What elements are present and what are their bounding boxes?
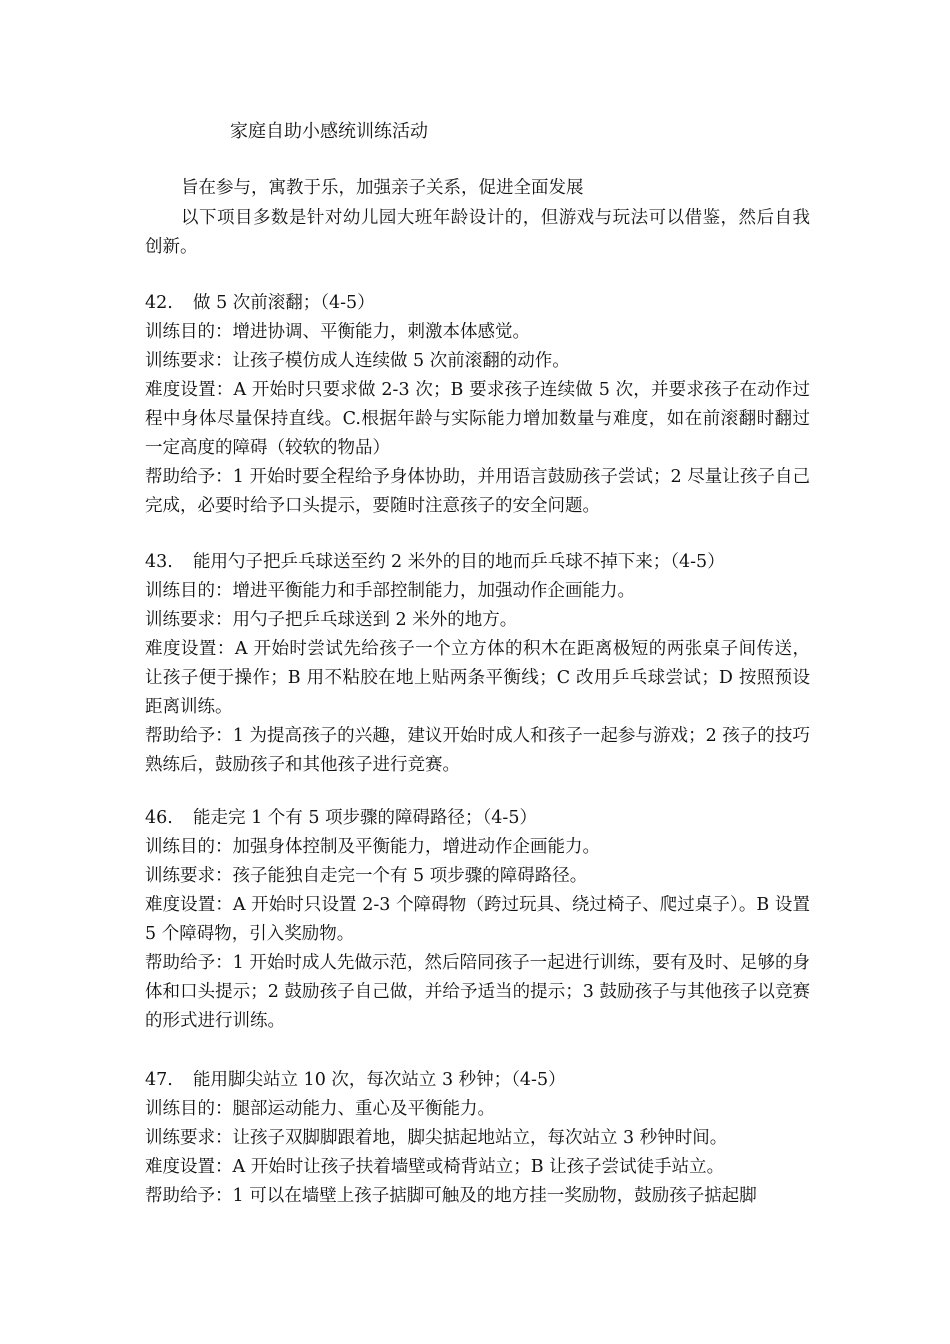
help-given: 帮助给予：1 开始时要全程给予身体协助，并用语言鼓励孩子尝试；2 尽量让孩子自己完成，必要时给予口头提示，要随时注意孩子的安全问题。 [145, 467, 810, 516]
difficulty-setting: 难度设置：A 开始时只要求做 2-3 次；B 要求孩子连续做 5 次，并要求孩子在动作过程中身体尽量保持直线。C.根据年龄与实际能力增加数量与难度，如在前滚翻时翻过一定高度的障碍（较软的物品） [145, 380, 810, 458]
section-heading [145, 548, 810, 577]
help-given: 帮助给予：1 可以在墙壁上孩子掂脚可触及的地方挂一奖励物，鼓励孩子掂起脚 [145, 1186, 757, 1206]
section-number: 47. [145, 1070, 173, 1090]
difficulty-setting: 难度设置：A 开始时只设置 2-3 个障碍物（跨过玩具、绕过椅子、爬过桌子）。B 设置 5 个障碍物，引入奖励物。 [145, 895, 810, 944]
section-47 [145, 1066, 810, 1211]
help-given: 帮助给予：1 开始时成人先做示范，然后陪同孩子一起进行训练，要有及时、足够的身体和口头提示；2 鼓励孩子自己做，并给予适当的提示；3 鼓励孩子与其他孩子以竞赛的形式进行训练。 [145, 953, 810, 1031]
section-43 [145, 548, 810, 780]
section-title: 能走完 1 个有 5 项步骤的障碍路径；（4-5） [193, 808, 537, 828]
difficulty-setting: 难度设置：A 开始时让孩子扶着墙壁或椅背站立；B 让孩子尝试徒手站立。 [145, 1157, 725, 1177]
training-purpose: 训练目的：加强身体控制及平衡能力，增进动作企画能力。 [145, 837, 600, 857]
difficulty-setting: 难度设置：A 开始时尝试先给孩子一个立方体的积木在距离极短的两张桌子间传送，让孩子便于操作；B 用不粘胶在地上贴两条平衡线；C 改用乒乓球尝试；D 按照预设距离训练。 [145, 639, 810, 717]
help-given: 帮助给予：1 为提高孩子的兴趣，建议开始时成人和孩子一起参与游戏；2 孩子的技巧熟练后，鼓励孩子和其他孩子进行竞赛。 [145, 726, 810, 775]
training-purpose: 训练目的：增进协调、平衡能力，刺激本体感觉。 [145, 322, 530, 342]
section-heading [145, 1066, 810, 1095]
section-title: 做 5 次前滚翻；（4-5） [193, 293, 375, 313]
intro-block [145, 174, 810, 263]
section-title: 能用勺子把乒乓球送至约 2 米外的目的地而乒乓球不掉下来；（4-5） [193, 552, 725, 572]
training-requirement: 训练要求：让孩子双脚脚跟着地，脚尖掂起地站立，每次站立 3 秒钟时间。 [145, 1128, 728, 1148]
training-requirement: 训练要求：用勺子把乒乓球送到 2 米外的地方。 [145, 610, 518, 630]
document-title: 家庭自助小感统训练活动 [230, 121, 428, 142]
section-heading [145, 289, 810, 318]
section-42 [145, 289, 810, 521]
motto-line: 旨在参与，寓教于乐，加强亲子关系，促进全面发展 [181, 178, 584, 198]
section-46 [145, 804, 810, 1036]
training-purpose: 训练目的：腿部运动能力、重心及平衡能力。 [145, 1099, 495, 1119]
intro-paragraph: 以下项目多数是针对幼儿园大班年龄设计的，但游戏与玩法可以借鉴，然后自我创新。 [145, 207, 810, 257]
section-number: 43. [145, 552, 173, 572]
training-requirement: 训练要求：让孩子模仿成人连续做 5 次前滚翻的动作。 [145, 351, 570, 371]
section-number: 46. [145, 808, 173, 828]
section-number: 42. [145, 293, 173, 313]
training-requirement: 训练要求：孩子能独自走完一个有 5 项步骤的障碍路径。 [145, 866, 588, 886]
section-heading [145, 804, 810, 833]
section-title: 能用脚尖站立 10 次，每次站立 3 秒钟；（4-5） [193, 1070, 566, 1090]
training-purpose: 训练目的：增进平衡能力和手部控制能力，加强动作企画能力。 [145, 581, 635, 601]
